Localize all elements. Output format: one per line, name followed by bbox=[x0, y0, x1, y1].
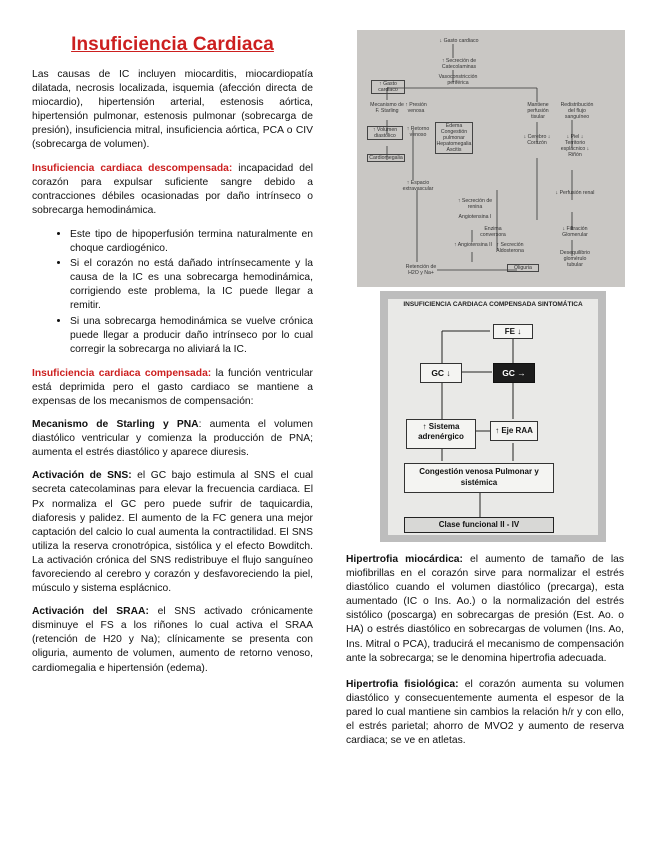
bullet-item: • Si una sobrecarga hemodinámica se vuelve crónica puede llegar a producir daño intrínseco por lo cual corregir la sobrecarga no aliviará la IC. bbox=[70, 314, 313, 357]
fc1-node: Enzima conversora bbox=[480, 226, 506, 238]
sraa-paragraph bbox=[32, 605, 313, 675]
compensada-paragraph bbox=[32, 367, 313, 409]
fc2-header: INSUFICIENCIA CARDIACA COMPENSADA SINTOMÁTICA bbox=[403, 301, 583, 308]
sraa-label: Activación del SRAA: bbox=[32, 606, 149, 618]
fc1-node: Edema Congestión pulmonar Hepatomegalia Ascitis bbox=[436, 123, 472, 153]
intro-paragraph: Las causas de IC incluyen miocarditis, miocardiopatía dilatada, necrosis localizada, isquemia (afección directa de miocardio), hipertensión arterial, estenosis aórtica, hipertensión pulmonar, estenosis pulmonar (sobrecarga de presión), insuficiencia mitral, insuficiencia aórtica, PCA o CIV (sobrecarga de volumen). bbox=[32, 69, 313, 151]
fc1-node: Retención de H2O y Na+ bbox=[405, 264, 437, 276]
fc1-node: Desequilibrio glomérulo tubular bbox=[560, 250, 590, 268]
fc1-node: ↑ Presión venosa bbox=[405, 102, 427, 114]
fc2-congestion-box: Congestión venosa Pulmonar y sistémica bbox=[404, 463, 554, 493]
fc1-node-top: ↓ Gasto cardiaco bbox=[439, 38, 479, 44]
starling-label: Mecanismo de Starling y PNA bbox=[32, 419, 199, 431]
fc1-node: Mecanismo de F. Starling bbox=[370, 102, 404, 114]
hf-label: Hipertrofia fisiológica: bbox=[346, 678, 459, 690]
bullet-item: • Este tipo de hipoperfusión termina naturalmente en choque cardiogénico. bbox=[70, 227, 313, 256]
fc1-node: ↓ Piel ↓ Territorio esplácnico ↓ Riñón bbox=[560, 134, 590, 158]
flowchart-photo-1 bbox=[357, 30, 625, 287]
fc1-node: Redistribución del flujo sanguíneo bbox=[560, 102, 594, 120]
flowchart-photo-2 bbox=[380, 291, 606, 542]
fc1-node: ↑ Secreción de renina bbox=[457, 198, 493, 210]
fc1-node: ↓ Filtración Glomerular bbox=[562, 226, 588, 238]
fc1-node: Angiotensina I bbox=[458, 214, 492, 220]
fc1-node: ↑ Secreción de Catecolaminas bbox=[441, 58, 477, 70]
fc1-node: Oliguria bbox=[507, 264, 539, 272]
fc1-node: ↑ Espacio extravascular bbox=[402, 180, 434, 192]
sraa-text: el SNS activado crónicamente disminuye el FS a los riñones lo cual activa el SRAA (retención de H20 y Na); clínicamente se presenta con oliguria, aumento de volumen, aumento de retorno venoso, cardiomegalia e hipertensión (edema). bbox=[32, 606, 313, 674]
descompensada-text: incapacidad del corazón para expulsar suficiente sangre debido a contracciones débiles ocasionadas por daño intrínseco o sobrecarga hemodinámica. bbox=[32, 162, 313, 216]
sns-text: el GC bajo estimula al SNS el cual secreta catecolaminas para elevar la frecuencia cardiaca. El Px normaliza el GC pero puede sufrir de taquicardia, diaforesis y palidez. El aumento de la FC genera una mejor captación del calcio lo cual aumenta la contractilidad. El SNS utiliza la reserva cronotrópica, sistólica y el efecto Bowditch. La activación crónica del SNS redistribuye el flujo sanguíneo favoreciendo al cerebro y corazón y desfavoreciendo la piel, músculo y sistema esplácnico. bbox=[32, 470, 313, 595]
fc2-raa-box: ↑ Eje RAA bbox=[490, 421, 538, 441]
fc2-sistema-box: ↑ Sistema adrenérgico bbox=[406, 419, 476, 449]
starling-text: : aumenta el volumen diastólico ventricular y comienza la producción de PNA; aumenta el estrés diastólico y aparece diuresis. bbox=[32, 419, 314, 459]
sns-label: Activación de SNS: bbox=[32, 470, 132, 482]
hipertrofia-fisiologica-paragraph bbox=[346, 678, 624, 748]
hm-text: el aumento de tamaño de las miofibrillas en el corazón sirve para normalizar el estrés diastólico cuando el volumen diastólico (precarga), esta aumentado (IC o Ins. Ao.) o la normalización del estrés sistólico (poscarga) en sobrecargas de presión (Est. Ao. o HA) o estrés diastólico en sobrecargas de volumen (Ins. Ao, Ins. Mitral o PCA), traducirá el mecanismo de compensación ante la sobrecarga; se le denomina hipertrofia adecuada. bbox=[346, 554, 624, 664]
fc1-node: ↓ Cerebro ↓ Corazón bbox=[523, 134, 551, 146]
descompensada-label: Insuficiencia cardiaca descompensada: bbox=[32, 162, 233, 174]
fc1-node: Mantiene perfusión tisular bbox=[527, 102, 549, 120]
fc1-node: ↑ Angiotensina II bbox=[453, 242, 493, 248]
fc2-gc-box: GC → bbox=[493, 363, 535, 383]
bullet-list bbox=[32, 227, 313, 357]
fc1-node: ↑ Gasto cardiaco bbox=[371, 80, 405, 94]
sns-paragraph bbox=[32, 469, 313, 596]
page-title: Insuficiencia Cardiaca bbox=[71, 34, 274, 55]
compensada-label: Insuficiencia cardiaca compensada: bbox=[32, 367, 212, 379]
fc1-node: ↑ Volumen diastólico bbox=[367, 126, 403, 140]
fc1-node: ↓ Perfusión renal bbox=[555, 190, 595, 196]
left-column bbox=[32, 34, 313, 685]
fc1-node: ↑ Retorno venoso bbox=[406, 126, 430, 138]
fc1-node: Vasoconstricción periférica bbox=[438, 74, 478, 86]
right-column bbox=[346, 553, 624, 757]
fc1-node: ↑ Secreción Aldosterona bbox=[496, 242, 524, 254]
fc2-clase-box: Clase funcional II - IV bbox=[404, 517, 554, 533]
compensada-text: la función ventricular está deprimida pero el gasto cardiaco se mantiene a expensas de los mecanismos de compensación: bbox=[32, 367, 313, 407]
hf-text: el corazón aumenta su volumen diastólico y consecuentemente aumenta el espesor de la pared lo cual mantiene sin cambios la relación h/r y con ello, el estrés parietal; ahorro de MVO2 y aumento de reserva cardiaca; se ve en atletas. bbox=[346, 678, 624, 747]
starling-paragraph bbox=[32, 418, 313, 460]
bullet-item: • Si el corazón no está dañado intrínsecamente y la causa de la IC es una sobrecarga hemodinámica, corrigiendo este problema, la IC puede llegar a remitir. bbox=[70, 256, 313, 313]
descompensada-paragraph bbox=[32, 162, 313, 218]
hm-label: Hipertrofia miocárdica: bbox=[346, 554, 463, 565]
fc1-node: Cardiomegalia bbox=[367, 154, 405, 162]
hipertrofia-miocardica-paragraph bbox=[346, 553, 624, 666]
fc2-gc-low-box: GC ↓ bbox=[420, 363, 462, 383]
fc2-fe-box: FE ↓ bbox=[493, 324, 533, 339]
